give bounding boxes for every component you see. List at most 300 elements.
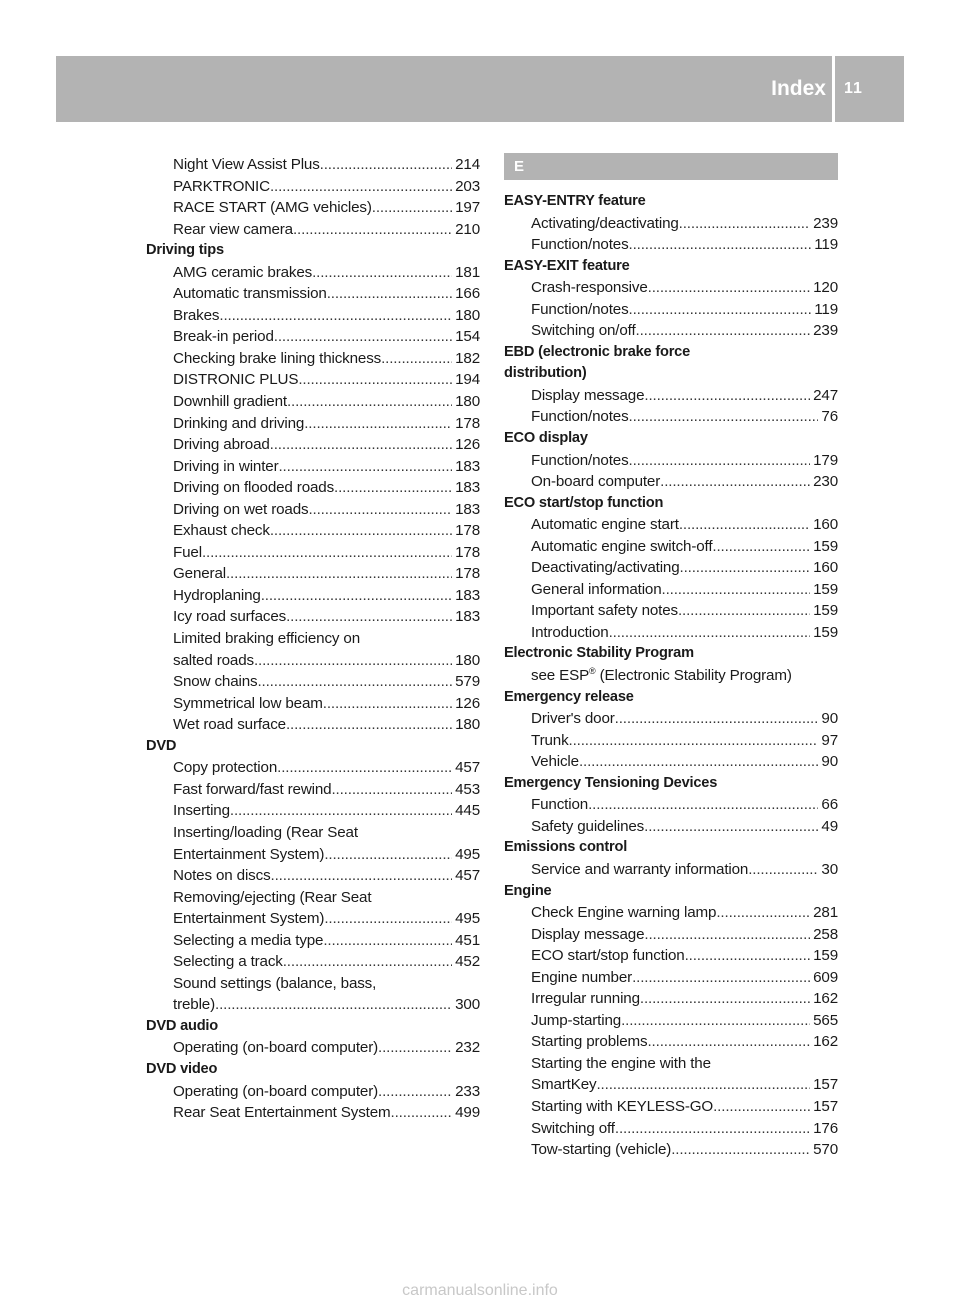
index-subentry: [146, 477, 480, 499]
index-subentry: [504, 299, 838, 321]
index-subentry: [504, 988, 838, 1010]
entry-label: Driving on wet roads: [173, 500, 309, 518]
index-heading: EASY-EXIT feature: [504, 257, 630, 274]
index-subentry: [146, 757, 480, 779]
entry-page-number: 162: [813, 990, 838, 1008]
registered-mark: ®: [589, 665, 596, 676]
entry-label: treble): [173, 996, 215, 1014]
dot-leader: [331, 779, 452, 801]
index-subentry: [504, 1118, 838, 1140]
dot-leader: [277, 757, 452, 779]
index-subentry: [504, 945, 838, 967]
entry-label: Switching on/off: [531, 322, 636, 340]
dot-leader: [609, 622, 811, 644]
entry-label: Driving on flooded roads: [173, 479, 335, 497]
dot-leader: [381, 348, 452, 370]
index-subentry: [504, 277, 838, 299]
entry-page-number: 453: [455, 780, 480, 798]
entry-label: Symmetrical low beam: [173, 694, 323, 712]
entry-label: Activating/deactivating: [531, 214, 679, 232]
entry-label: AMG ceramic brakes: [173, 263, 313, 281]
index-subentry: [146, 456, 480, 478]
page-number: 11: [844, 80, 863, 97]
entry-label: RACE START (AMG vehicles): [173, 199, 372, 217]
entry-page-number: 609: [813, 968, 838, 986]
entry-label: Driving abroad: [173, 436, 270, 454]
dot-leader: [748, 859, 818, 881]
entry-page-number: 452: [455, 953, 480, 971]
dot-leader: [671, 1139, 810, 1161]
entry-page-number: 182: [455, 349, 480, 367]
entry-page-number: 230: [813, 473, 838, 491]
index-subentry: [504, 924, 838, 946]
index-subentry: [146, 606, 480, 628]
entry-label: salted roads: [173, 651, 254, 669]
dot-leader: [579, 751, 818, 773]
index-subentry: [146, 434, 480, 456]
dot-leader: [202, 542, 452, 564]
entry-page-number: 232: [455, 1039, 480, 1057]
entry-label: Icy road surfaces: [173, 608, 287, 626]
index-subentry-text: Limited braking efficiency on: [173, 630, 361, 648]
entry-page-number: 247: [813, 386, 838, 404]
entry-page-number: 126: [455, 436, 480, 454]
index-subentry-text: Removing/ejecting (Rear Seat: [173, 888, 372, 906]
entry-label: Entertainment System): [173, 845, 325, 863]
dot-leader: [588, 794, 818, 816]
entry-page-number: 90: [821, 753, 838, 771]
entry-label: Snow chains: [173, 673, 258, 691]
entry-page-number: 210: [455, 220, 480, 238]
index-column-right: [504, 153, 838, 1161]
entry-page-number: 445: [455, 802, 480, 820]
entry-label: DISTRONIC PLUS: [173, 371, 299, 389]
entry-page-number: 66: [821, 796, 838, 814]
entry-page-number: 160: [813, 516, 838, 534]
index-subentry: [146, 671, 480, 693]
index-heading: DVD audio: [146, 1017, 218, 1034]
dot-leader: [293, 219, 452, 241]
entry-page-number: 300: [455, 996, 480, 1014]
entry-page-number: 49: [821, 817, 838, 835]
index-subentry: [146, 930, 480, 952]
index-subentry-text: Starting the engine with the: [531, 1054, 711, 1072]
entry-label: Deactivating/activating: [531, 559, 680, 577]
dot-leader: [320, 154, 452, 176]
index-subentry: [146, 305, 480, 327]
entry-page-number: 178: [455, 522, 480, 540]
entry-page-number: 258: [813, 925, 838, 943]
index-heading: Driving tips: [146, 242, 224, 259]
dot-leader: [632, 967, 810, 989]
dot-leader: [327, 283, 452, 305]
entry-page-number: 239: [813, 322, 838, 340]
index-cross-reference: [504, 665, 838, 687]
dot-leader: [716, 902, 810, 924]
entry-page-number: 451: [455, 931, 480, 949]
dot-leader: [312, 262, 452, 284]
entry-label: Automatic engine switch-off: [531, 537, 713, 555]
entry-label: Function/notes: [531, 236, 629, 254]
entry-page-number: 495: [455, 845, 480, 863]
dot-leader: [648, 277, 810, 299]
dot-leader: [647, 1031, 810, 1053]
index-subentry: [146, 1037, 480, 1059]
dot-leader: [283, 951, 452, 973]
index-subentry: [146, 413, 480, 435]
index-subentry: [146, 499, 480, 521]
index-subentry: [504, 450, 838, 472]
entry-label: Downhill gradient: [173, 393, 287, 411]
dot-leader: [596, 1074, 810, 1096]
entry-label: Operating (on-board computer): [173, 1039, 379, 1057]
entry-label: Function/notes: [531, 300, 629, 318]
index-heading: Emissions control: [504, 839, 628, 856]
dot-leader: [660, 471, 810, 493]
entry-label: Exhaust check: [173, 522, 270, 540]
index-subentry: [146, 563, 480, 585]
index-subentry: [146, 1081, 480, 1103]
index-subentry: [504, 406, 838, 428]
index-subentry: [504, 385, 838, 407]
entry-page-number: 233: [455, 1082, 480, 1100]
dot-leader: [644, 816, 818, 838]
entry-label: Checking brake lining thickness: [173, 349, 382, 367]
index-subentry: [504, 1010, 838, 1032]
index-subentry: [146, 262, 480, 284]
index-column-left: [146, 154, 480, 1124]
index-heading: DVD: [146, 737, 177, 754]
dot-leader: [257, 671, 452, 693]
entry-page-number: 183: [455, 457, 480, 475]
entry-page-number: 119: [814, 236, 838, 254]
cross-reference-suffix: (Electronic Stability Program): [595, 667, 792, 685]
entry-label: Check Engine warning lamp: [531, 904, 717, 922]
dot-leader: [323, 693, 452, 715]
entry-page-number: 183: [455, 479, 480, 497]
dot-leader: [261, 585, 452, 607]
index-subentry: [146, 283, 480, 305]
entry-label: Hydroplaning: [173, 586, 261, 604]
dot-leader: [286, 606, 452, 628]
index-subentry: [146, 348, 480, 370]
index-subentry: [504, 471, 838, 493]
index-subentry-text: Sound settings (balance, bass,: [173, 974, 377, 992]
dot-leader: [215, 994, 452, 1016]
index-subentry: [504, 751, 838, 773]
entry-page-number: 180: [455, 716, 480, 734]
entry-page-number: 457: [455, 759, 480, 777]
index-subentry: [146, 369, 480, 391]
dot-leader: [680, 557, 811, 579]
dot-leader: [644, 385, 810, 407]
entry-page-number: 457: [455, 867, 480, 885]
entry-label: SmartKey: [531, 1076, 597, 1094]
entry-page-number: 181: [455, 263, 480, 281]
section-title: Index: [771, 77, 826, 100]
dot-leader: [230, 800, 452, 822]
entry-label: Irregular running: [531, 990, 640, 1008]
index-subentry: [146, 908, 480, 930]
letter-heading: E: [504, 153, 838, 180]
dot-leader: [629, 450, 811, 472]
dot-leader: [323, 930, 452, 952]
entry-label: Copy protection: [173, 759, 278, 777]
index-heading: Emergency release: [504, 688, 634, 705]
entry-page-number: 157: [813, 1076, 838, 1094]
dot-leader: [644, 924, 810, 946]
entry-page-number: 159: [813, 602, 838, 620]
entry-page-number: 203: [455, 177, 480, 195]
entry-page-number: 176: [813, 1119, 838, 1137]
entry-label: Service and warranty information: [531, 860, 749, 878]
index-subentry: [146, 951, 480, 973]
entry-page-number: 180: [455, 306, 480, 324]
entry-page-number: 178: [455, 543, 480, 561]
index-heading: ECO start/stop function: [504, 494, 664, 511]
entry-page-number: 183: [455, 608, 480, 626]
index-heading: Electronic Stability Program: [504, 645, 694, 662]
entry-label: Automatic engine start: [531, 516, 679, 534]
entry-label: On-board computer: [531, 473, 661, 491]
dot-leader: [372, 197, 452, 219]
entry-page-number: 565: [813, 1011, 838, 1029]
index-subentry: [146, 693, 480, 715]
dot-leader: [679, 514, 810, 536]
index-subentry: [504, 816, 838, 838]
index-subentry: [504, 600, 838, 622]
dot-leader: [304, 413, 452, 435]
entry-label: Engine number: [531, 968, 633, 986]
dot-leader: [629, 234, 812, 256]
entry-page-number: 159: [813, 580, 838, 598]
cross-reference-prefix: see ESP: [531, 667, 590, 685]
index-subentry: [504, 902, 838, 924]
entry-label: General: [173, 565, 226, 583]
dot-leader: [629, 406, 819, 428]
index-subentry: [146, 391, 480, 413]
entry-label: Fuel: [173, 543, 202, 561]
index-heading: EBD (electronic brake force: [504, 343, 691, 360]
entry-label: Function/notes: [531, 408, 629, 426]
entry-label: Important safety notes: [531, 602, 678, 620]
entry-page-number: 179: [813, 451, 838, 469]
header-divider: [832, 56, 835, 122]
index-subentry: [504, 514, 838, 536]
entry-page-number: 281: [813, 904, 838, 922]
entry-page-number: 76: [821, 408, 838, 426]
index-subentry: [146, 219, 480, 241]
index-subentry: [504, 967, 838, 989]
index-subentry-text: Inserting/loading (Rear Seat: [173, 823, 358, 841]
index-heading: Emergency Tensioning Devices: [504, 774, 718, 791]
dot-leader: [662, 579, 811, 601]
index-subentry: [146, 1102, 480, 1124]
dot-leader: [378, 1081, 452, 1103]
index-subentry: [504, 213, 838, 235]
entry-label: Selecting a track: [173, 953, 283, 971]
entry-label: Driving in winter: [173, 457, 279, 475]
entry-page-number: 239: [813, 214, 838, 232]
index-subentry: [504, 557, 838, 579]
index-heading: Engine: [504, 882, 552, 899]
dot-leader: [254, 650, 452, 672]
entry-page-number: 162: [813, 1033, 838, 1051]
index-subentry: [146, 585, 480, 607]
index-heading: EASY-ENTRY feature: [504, 193, 646, 209]
entry-label: Operating (on-board computer): [173, 1082, 379, 1100]
dot-leader: [621, 1010, 810, 1032]
entry-page-number: 178: [455, 565, 480, 583]
entry-label: Vehicle: [531, 753, 579, 771]
index-subentry: [504, 1031, 838, 1053]
index-subentry: [504, 234, 838, 256]
entry-label: Drinking and driving: [173, 414, 305, 432]
dot-leader: [219, 305, 452, 327]
entry-label: ECO start/stop function: [531, 947, 685, 965]
entry-label: Switching off: [531, 1119, 615, 1137]
entry-label: Night View Assist Plus: [173, 156, 320, 173]
entry-page-number: 180: [455, 651, 480, 669]
dot-leader: [270, 520, 452, 542]
index-heading: DVD video: [146, 1060, 218, 1077]
index-subentry: [504, 794, 838, 816]
entry-page-number: 119: [814, 300, 838, 318]
entry-label: Introduction: [531, 623, 609, 641]
index-subentry: [146, 650, 480, 672]
dot-leader: [287, 391, 452, 413]
dot-leader: [640, 988, 810, 1010]
entry-label: Display message: [531, 386, 645, 404]
dot-leader: [334, 477, 452, 499]
entry-label: Starting with KEYLESS-GO: [531, 1097, 714, 1115]
index-subentry: [146, 326, 480, 348]
entry-label: Rear view camera: [173, 220, 293, 238]
index-subentry: [504, 859, 838, 881]
dot-leader: [678, 600, 810, 622]
entry-label: Trunk: [531, 731, 569, 749]
index-subentry: [146, 176, 480, 198]
dot-leader: [271, 865, 453, 887]
dot-leader: [685, 945, 811, 967]
entry-page-number: 180: [455, 393, 480, 411]
entry-page-number: 499: [455, 1104, 480, 1122]
dot-leader: [324, 908, 452, 930]
entry-page-number: 159: [813, 947, 838, 965]
entry-label: Jump-starting: [531, 1011, 622, 1029]
entry-page-number: 579: [455, 673, 480, 691]
entry-label: Driver's door: [531, 710, 615, 728]
entry-page-number: 194: [455, 371, 480, 389]
entry-label: Notes on discs: [173, 867, 271, 885]
entry-page-number: 90: [821, 710, 838, 728]
index-subentry: [504, 1139, 838, 1161]
entry-page-number: 178: [455, 414, 480, 432]
entry-label: Brakes: [173, 306, 220, 324]
dot-leader: [391, 1102, 453, 1124]
dot-leader: [629, 299, 812, 321]
entry-page-number: 97: [821, 731, 838, 749]
entry-page-number: 154: [455, 328, 480, 346]
entry-page-number: 126: [455, 694, 480, 712]
index-subentry: [146, 520, 480, 542]
index-subentry: [504, 622, 838, 644]
entry-label: Break-in period: [173, 328, 274, 346]
dot-leader: [298, 369, 452, 391]
entry-label: Display message: [531, 925, 645, 943]
entry-label: Selecting a media type: [173, 931, 324, 949]
entry-label: Safety guidelines: [531, 817, 645, 835]
entry-label: Tow-starting (vehicle): [531, 1141, 672, 1159]
entry-page-number: 30: [821, 860, 838, 878]
index-subentry: [504, 1096, 838, 1118]
entry-label: Crash-responsive: [531, 279, 648, 297]
entry-page-number: 120: [813, 279, 838, 297]
entry-page-number: 157: [813, 1097, 838, 1115]
index-subentry: [146, 779, 480, 801]
entry-page-number: 495: [455, 910, 480, 928]
dot-leader: [713, 1096, 810, 1118]
index-subentry: [146, 994, 480, 1016]
dot-leader: [615, 708, 819, 730]
index-subentry: [146, 865, 480, 887]
entry-label: Inserting: [173, 802, 230, 820]
entry-label: Wet road surface: [173, 716, 286, 734]
index-subentry: [146, 197, 480, 219]
index-subentry: [504, 708, 838, 730]
entry-page-number: 166: [455, 285, 480, 303]
index-subentry: [504, 579, 838, 601]
index-heading: distribution): [504, 365, 587, 382]
dot-leader: [712, 536, 810, 558]
dot-leader: [615, 1118, 810, 1140]
entry-page-number: 570: [813, 1141, 838, 1159]
entry-label: Function: [531, 796, 589, 814]
index-subentry: [504, 1074, 838, 1096]
index-subentry: [504, 536, 838, 558]
entry-label: Function/notes: [531, 451, 629, 469]
index-subentry: [504, 730, 838, 752]
dot-leader: [274, 326, 452, 348]
dot-leader: [679, 213, 810, 235]
index-subentry: [146, 154, 480, 176]
entry-page-number: 159: [813, 623, 838, 641]
watermark: carmanualsonline.info: [402, 1282, 558, 1299]
entry-label: Fast forward/fast rewind: [173, 780, 332, 798]
dot-leader: [270, 434, 452, 456]
dot-leader: [569, 730, 819, 752]
entry-page-number: 183: [455, 500, 480, 518]
index-subentry: [146, 844, 480, 866]
entry-label: Starting problems: [531, 1033, 648, 1051]
index-subentry: [504, 320, 838, 342]
index-heading: ECO display: [504, 430, 588, 447]
entry-label: Automatic transmission: [173, 285, 327, 303]
entry-page-number: 183: [455, 586, 480, 604]
entry-page-number: 197: [455, 199, 480, 217]
entry-page-number: 159: [813, 537, 838, 555]
dot-leader: [308, 499, 452, 521]
index-list-right: [504, 191, 838, 1161]
entry-label: PARKTRONIC: [173, 177, 270, 195]
index-subentry: [146, 542, 480, 564]
entry-label: General information: [531, 580, 662, 598]
dot-leader: [226, 563, 452, 585]
index-subentry: [146, 714, 480, 736]
dot-leader: [278, 456, 452, 478]
entry-page-number: 214: [455, 156, 480, 173]
entry-page-number: 160: [813, 559, 838, 577]
